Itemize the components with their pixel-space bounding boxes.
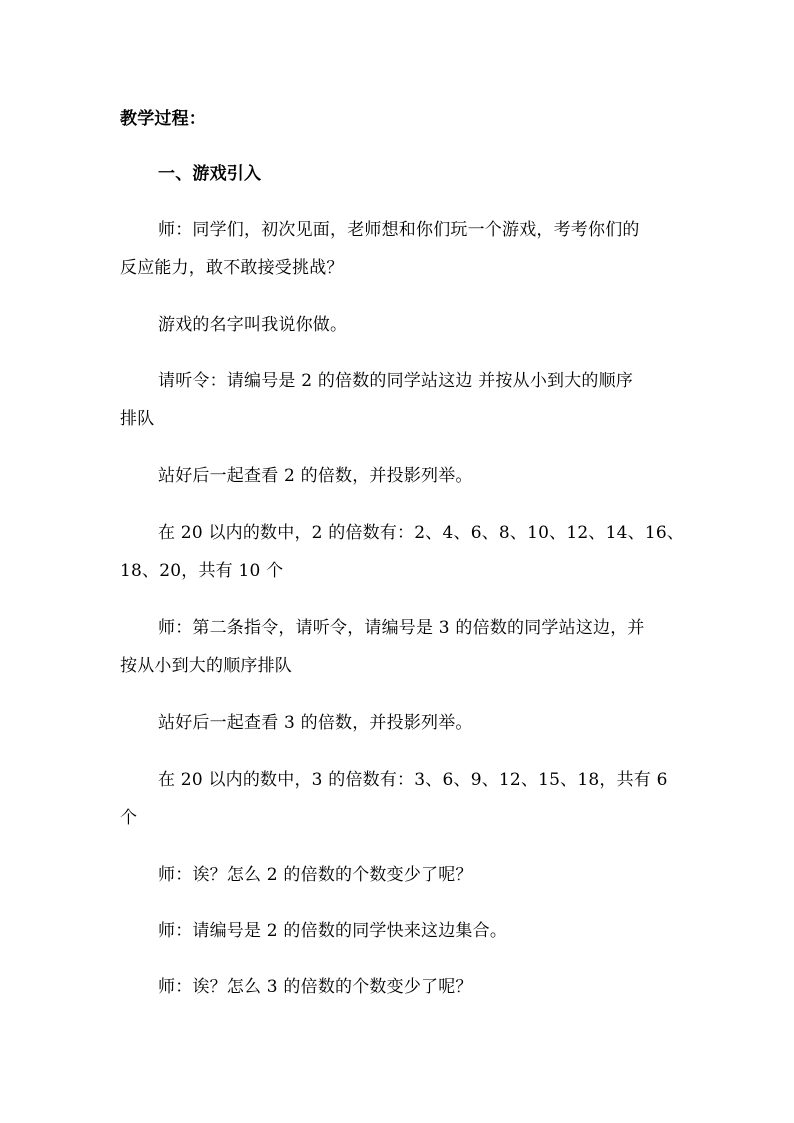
paragraph-2-line-1: 游戏的名字叫我说你做。 <box>158 315 348 335</box>
paragraph-11-line-1: 师：诶？怎么 3 的倍数的个数变少了呢？ <box>158 977 473 997</box>
paragraph-1-line-1: 师：同学们，初次见面，老师想和你们玩一个游戏，考考你们的 <box>158 220 640 240</box>
paragraph-8-line-2: 个 <box>120 808 138 828</box>
paragraph-5-line-1: 在 20 以内的数中，2 的倍数有：2、4、6、8、10、12、14、16、 <box>158 523 685 543</box>
paragraph-6-line-2: 按从小到大的顺序排队 <box>120 656 292 676</box>
paragraph-5-line-2: 18、20，共有 10 个 <box>120 561 284 581</box>
paragraph-9-line-1: 师：诶？怎么 2 的倍数的个数变少了呢？ <box>158 865 473 885</box>
paragraph-8-line-1: 在 20 以内的数中，3 的倍数有：3、6、9、12、15、18，共有 6 <box>158 770 668 790</box>
paragraph-7-line-1: 站好后一起查看 3 的倍数，并投影列举。 <box>158 713 473 733</box>
paragraph-6-line-1: 师：第二条指令，请听令，请编号是 3 的倍数的同学站这边，并 <box>158 618 645 638</box>
paragraph-1-line-2: 反应能力，敢不敢接受挑战？ <box>120 258 344 278</box>
paragraph-3-line-2: 排队 <box>120 409 155 429</box>
paragraph-3-line-1: 请听令：请编号是 2 的倍数的同学站这边 并按从小到大的顺序 <box>158 371 634 391</box>
paragraph-10-line-1: 师：请编号是 2 的倍数的同学快来这边集合。 <box>158 921 508 941</box>
section-title: 一、游戏引入 <box>158 164 262 184</box>
document-heading: 教学过程： <box>120 109 206 129</box>
paragraph-4-line-1: 站好后一起查看 2 的倍数，并投影列举。 <box>158 466 473 486</box>
